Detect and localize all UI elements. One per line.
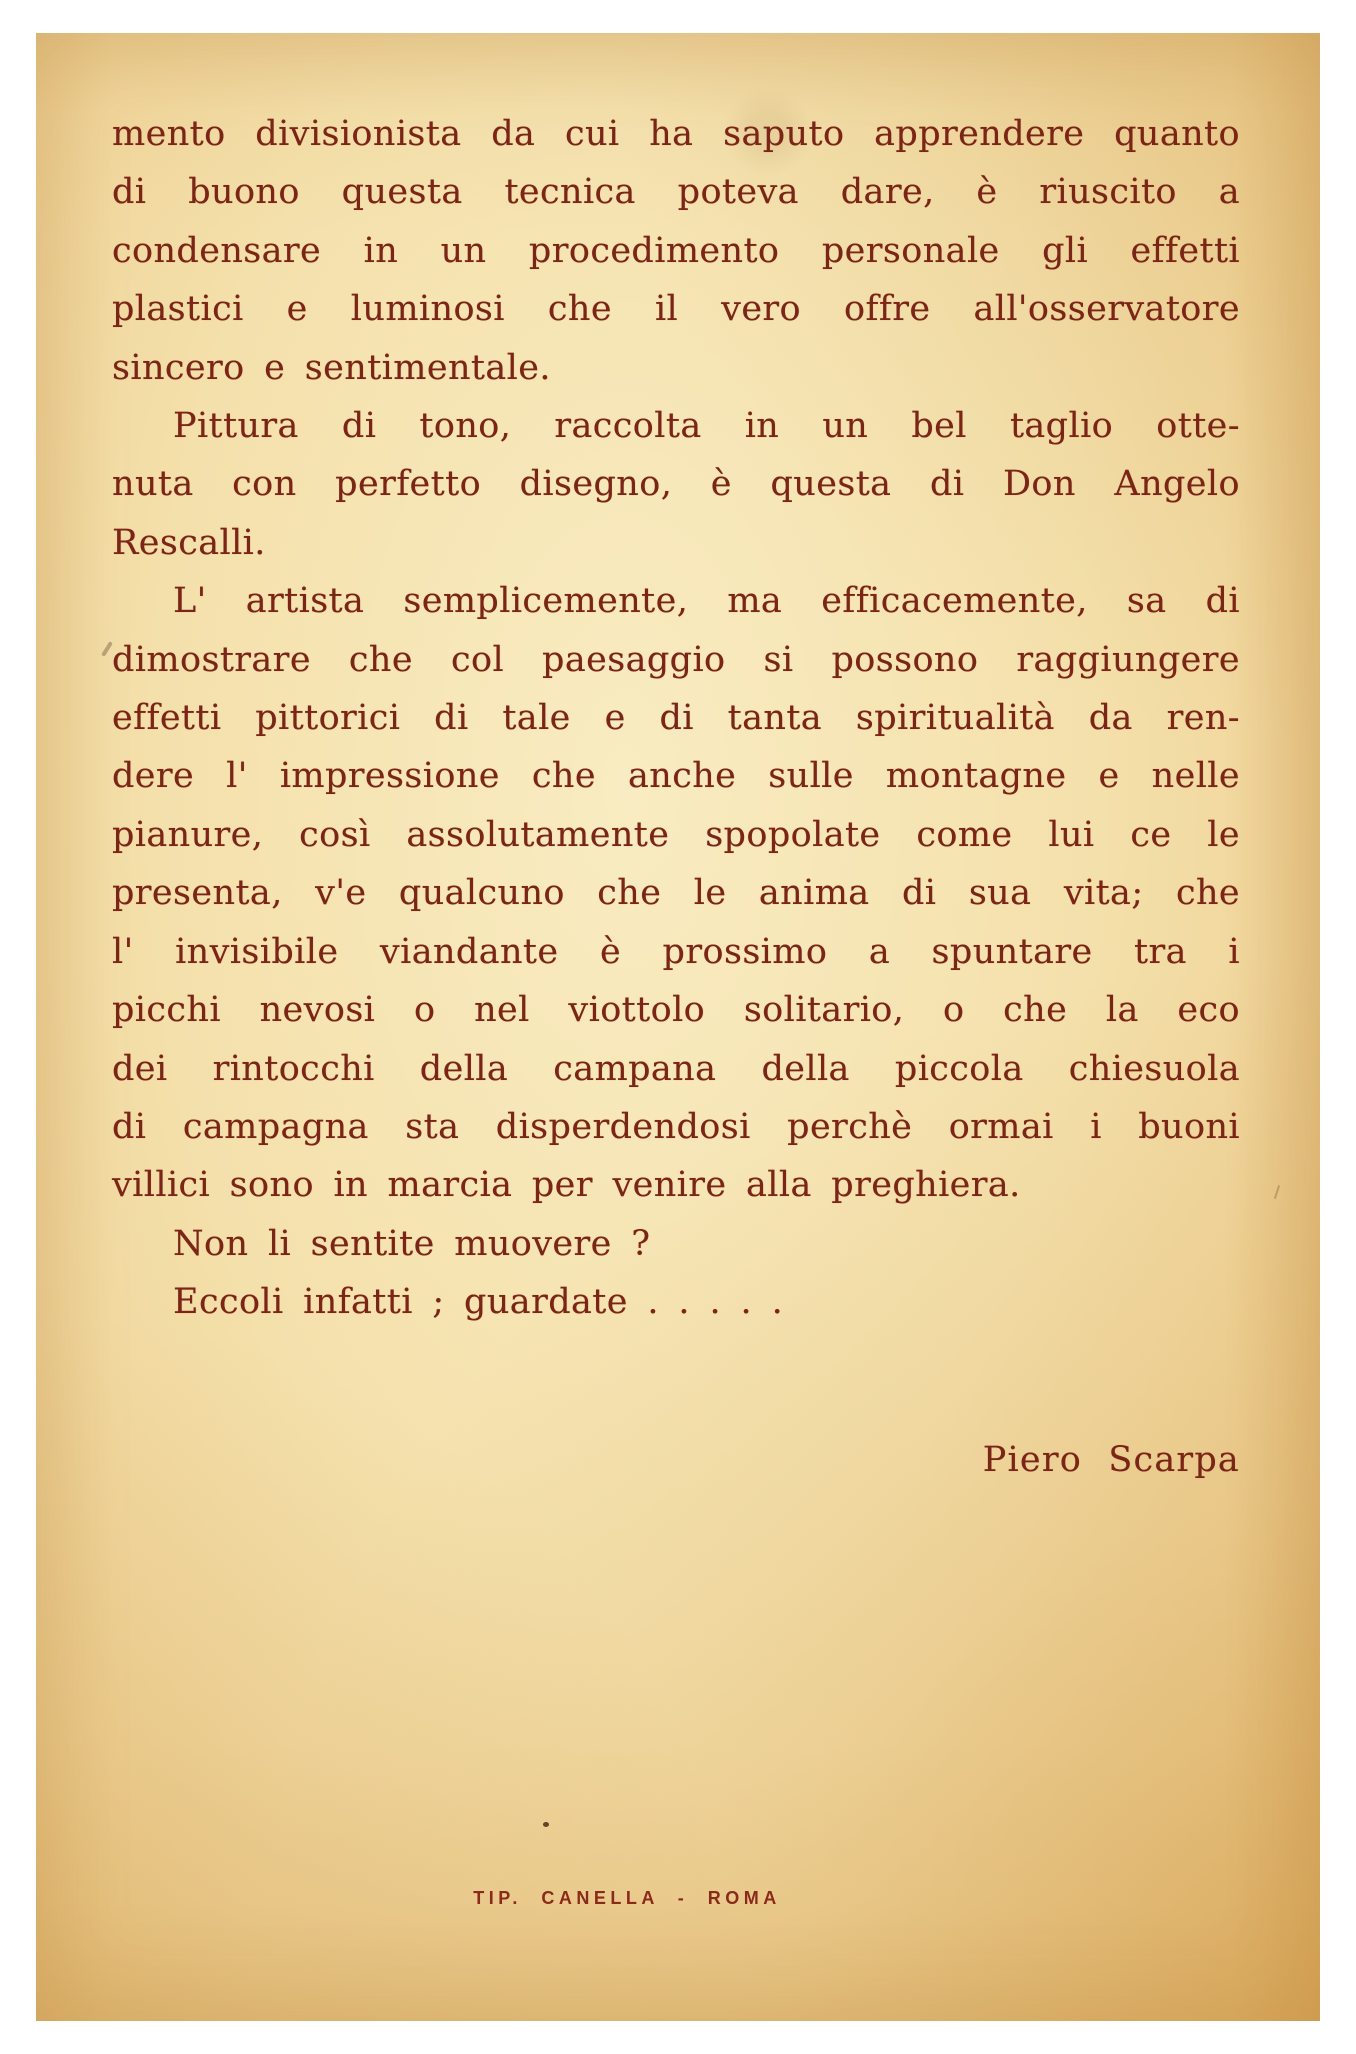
text-line: Eccoli infatti ; guardate . . . . . xyxy=(173,1282,784,1323)
text-line: picchi nevosi o nel viottolo solitario, o che la eco xyxy=(112,990,1240,1031)
text-line: Non li sentite muovere ? xyxy=(173,1223,651,1264)
paper-scratch xyxy=(1274,1185,1280,1199)
text-line: pianure, così assolutamente spopolate come lui ce le xyxy=(112,814,1240,855)
author-signature: Piero Scarpa xyxy=(982,1439,1240,1480)
text-line: condensare in un procedimento personale gli effetti xyxy=(112,230,1240,271)
text-line: presenta, v'e qualcuno che le anima di sua vita; che xyxy=(112,873,1240,914)
text-line: dei rintocchi della campana della piccola chiesuola xyxy=(112,1048,1240,1089)
text-line: effetti pittorici di tale e di tanta spiritualità da ren- xyxy=(112,698,1240,739)
text-line: Rescalli. xyxy=(112,522,266,563)
text-line: dere l' impressione che anche sulle montagne e nelle xyxy=(112,756,1240,797)
body-text xyxy=(112,105,1240,1489)
text-line: l' invisibile viandante è prossimo a spuntare tra i xyxy=(112,931,1240,972)
text-line: nuta con perfetto disegno, è questa di Don Angelo xyxy=(112,464,1240,505)
text-line: di campagna sta disperdendosi perchè ormai i buoni xyxy=(112,1106,1240,1147)
text-line: Pittura di tono, raccolta in un bel taglio otte- xyxy=(173,406,1240,447)
printer-imprint: TIP. CANELLA - ROMA xyxy=(473,1888,781,1908)
text-line: mento divisionista da cui ha saputo apprendere quanto xyxy=(112,114,1240,154)
book-page xyxy=(36,33,1320,2021)
text-line: villici sono in marcia per venire alla preghiera. xyxy=(112,1165,1021,1206)
text-line: di buono questa tecnica poteva dare, è riuscito a xyxy=(112,172,1240,213)
text-line: plastici e luminosi che il vero offre all'osservatore xyxy=(112,289,1240,330)
text-line: L' artista semplicemente, ma efficacemente, sa di xyxy=(173,581,1240,622)
ink-speck xyxy=(543,1822,549,1827)
text-line: sincero e sentimentale. xyxy=(112,347,551,388)
text-line: dimostrare che col paesaggio si possono raggiungere xyxy=(112,639,1240,680)
